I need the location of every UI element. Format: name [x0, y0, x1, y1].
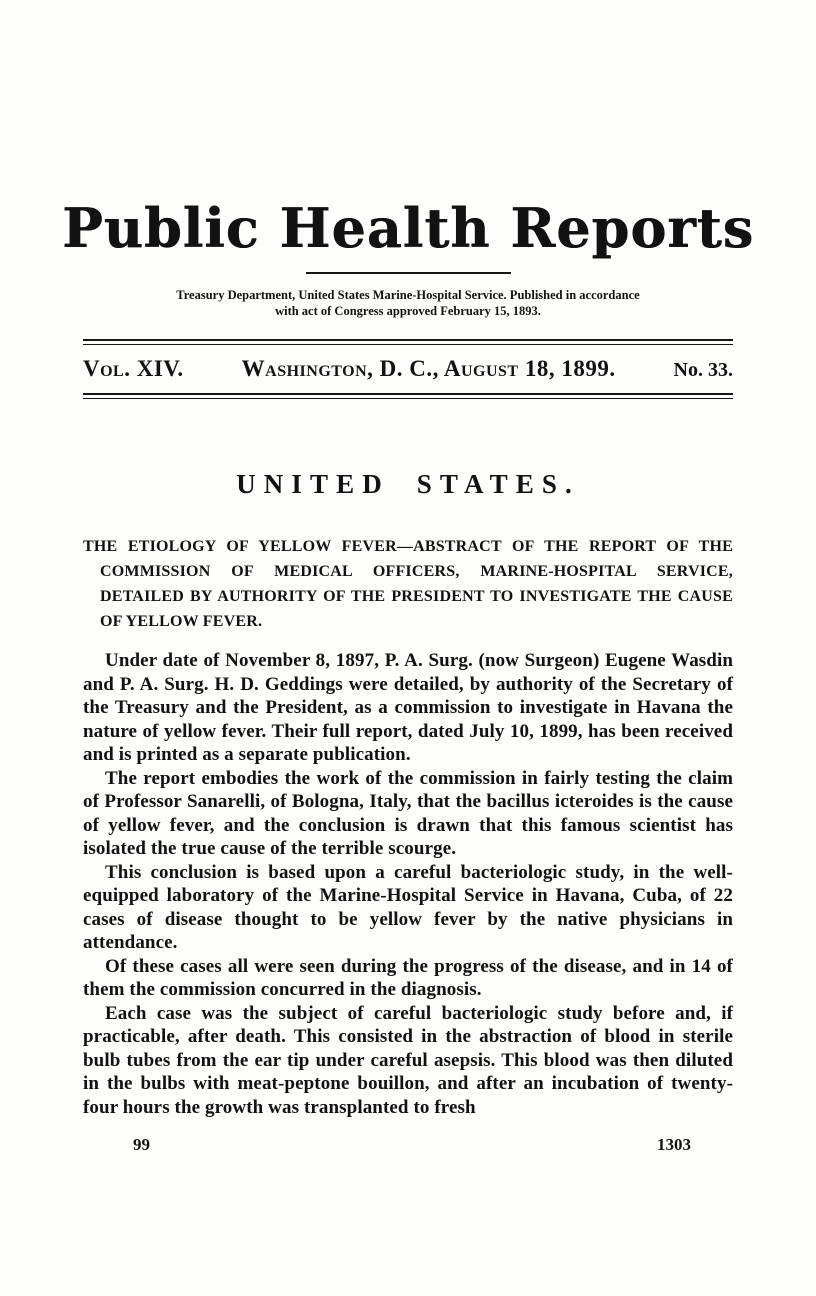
publication-title: Public Health Reports: [61, 196, 755, 260]
paragraph: Of these cases all were seen during the progress of the disease, and in 14 of them the commission concurred in the diagnosis.: [83, 955, 733, 1000]
paragraph: This conclusion is based upon a careful bacteriologic study, in the well-equipped laboratory of the Marine-Hospital Service in Havana, Cuba, of 22 cases of disease thought to be yellow fever by the native physicians in attendance.: [83, 861, 733, 953]
paragraph: Each case was the subject of careful bacteriologic study before and, if practicable, after death. This consisted in the abstraction of blood in sterile bulb tubes from the ear tip under careful asepsis. This blood was then diluted in the bulbs with meat-peptone bouillon, and after an incubation of twenty-four hours the growth was transplanted to fresh: [83, 1002, 733, 1118]
issue-line: [83, 356, 733, 382]
imprint-line-2: with act of Congress approved February 15, 1893.: [275, 304, 541, 318]
issue-number: No. 33.: [673, 359, 733, 381]
article-heading: THE ETIOLOGY OF YELLOW FEVER—ABSTRACT OF THE REPORT OF THE COMMISSION OF MEDICAL OFFICERS, MARINE-HOSPITAL SERVICE, DETAILED BY AUTHORITY OF THE PRESIDENT TO INVESTIGATE THE CAUSE OF YELLOW FEVER.: [83, 538, 733, 630]
imprint: [0, 287, 816, 319]
title-rule: [306, 272, 511, 274]
double-rule-bottom: [83, 393, 733, 399]
article-body: [0, 469, 816, 1119]
paragraph: Under date of November 8, 1897, P. A. Surg. (now Surgeon) Eugene Wasdin and P. A. Surg. H. D. Geddings were detailed, by authority of the Secretary of the Treasury and the President, as a commission to investigate in Havana the nature of yellow fever. Their full report, dated July 10, 1899, has been received and is printed as a separate publication.: [83, 650, 733, 765]
section-title: UNITED STATES.: [236, 469, 580, 499]
volume-label: Vol. XIV.: [83, 356, 184, 381]
masthead: [0, 198, 816, 319]
folio-number: 1303: [657, 1135, 691, 1154]
page-footer: [83, 1135, 733, 1155]
paragraph: The report embodies the work of the commission in fairly testing the claim of Professor Sanarelli, of Bologna, Italy, that the bacillus icteroides is the cause of yellow fever, and the conclusion is drawn that this famous scientist has isolated the true cause of the terrible scourge.: [83, 767, 733, 859]
double-rule-top: [83, 339, 733, 345]
imprint-line-1: Treasury Department, United States Marine-Hospital Service. Published in accordance: [176, 288, 640, 302]
dateline: Washington, D. C., August 18, 1899.: [241, 356, 616, 381]
page-number: 99: [133, 1135, 150, 1154]
